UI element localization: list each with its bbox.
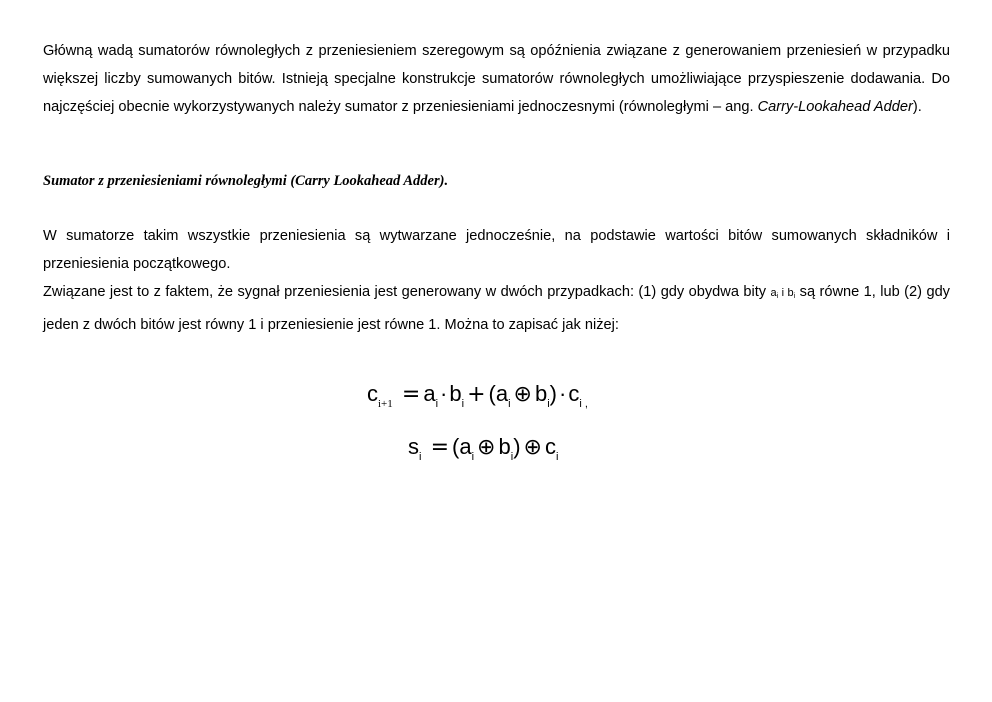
- inline-var-b-sub: i: [793, 293, 796, 300]
- eq1-lparen: (: [488, 381, 496, 406]
- sum-equation: [408, 433, 558, 462]
- eq2-lhs: s: [408, 434, 419, 459]
- eq2-c-sub: i: [555, 451, 559, 463]
- eq1-b: b: [449, 381, 462, 406]
- inline-var-a-sub: i: [776, 293, 779, 300]
- eq2-b: b: [498, 434, 511, 459]
- intro-text: Główną wadą sumatorów równoległych z przeniesieniem szeregowym są opóźnienia związane z generowaniem przeniesień w przypadku większej liczby sumowanych bitów. Istnieją specjalne konstrukcje sumatorów równoległych umożliwiające przyspieszenie dodawania. Do najczęściej obecnie wykorzystywanych należy sumator z przeniesieniami jednoczesnymi (równoległymi – ang.: [43, 43, 950, 115]
- eq1-a2-sub: i: [508, 398, 511, 410]
- eq1-b2-sub: i: [547, 398, 550, 410]
- eq2-lhs-sub: i: [419, 451, 422, 463]
- eq1-a-sub: i: [435, 398, 439, 410]
- eq1-c: c: [568, 381, 580, 406]
- description-paragraph: [43, 222, 950, 339]
- eq1-plus: +: [467, 382, 486, 407]
- eq2-b-sub: i: [510, 451, 514, 463]
- eq2-xor2: ⊕: [523, 435, 542, 460]
- intro-italic-term: Carry-Lookahead Adder: [757, 99, 913, 115]
- carry-equation: [367, 380, 588, 409]
- eq1-rparen: ): [549, 381, 557, 406]
- eq1-xor: ⊕: [513, 382, 532, 407]
- description-line2-end: są równe 1, lub (2) gdy jeden z dwóch bitów jest równy 1 i przeniesienie jest równe 1. Można to zapisać jak niżej:: [43, 284, 950, 333]
- eq1-c-sub: i ,: [579, 398, 588, 410]
- eq1-equals: =: [401, 382, 421, 407]
- eq2-a-sub: i: [471, 451, 475, 463]
- eq1-b2: b: [534, 381, 548, 406]
- section-heading: Sumator z przeniesieniami równoległymi (Carry Lookahead Adder).: [43, 173, 449, 189]
- eq2-xor: ⊕: [477, 435, 496, 460]
- intro-paragraph: [43, 37, 950, 121]
- inline-var-a: a: [770, 287, 777, 299]
- description-line1: W sumatorze takim wszystkie przeniesienia są wytwarzane jednocześnie, na podstawie wartości bitów sumowanych składników i przeniesienia początkowego.: [43, 228, 950, 272]
- inline-conj: i: [778, 287, 788, 299]
- eq1-dot2: ·: [559, 381, 567, 406]
- eq1-a: a: [423, 381, 436, 406]
- eq2-a: a: [459, 434, 472, 459]
- eq1-dot: ·: [440, 381, 448, 406]
- eq1-lhs: c: [367, 381, 378, 406]
- eq1-a2: a: [495, 381, 509, 406]
- eq1-lhs-sub: i+1: [378, 398, 393, 410]
- intro-text-end: ).: [912, 99, 922, 115]
- eq1-b-sub: i: [461, 398, 465, 410]
- eq2-equals: =: [430, 435, 450, 460]
- inline-var-b: b: [787, 287, 794, 299]
- eq2-c: c: [544, 434, 556, 459]
- eq2-rparen: ): [513, 434, 521, 459]
- description-line2-start: Związane jest to z faktem, że sygnał przeniesienia jest generowany w dwóch przypadkach: (1) gdy obydwa bity: [43, 284, 771, 300]
- eq2-lparen: (: [452, 434, 460, 459]
